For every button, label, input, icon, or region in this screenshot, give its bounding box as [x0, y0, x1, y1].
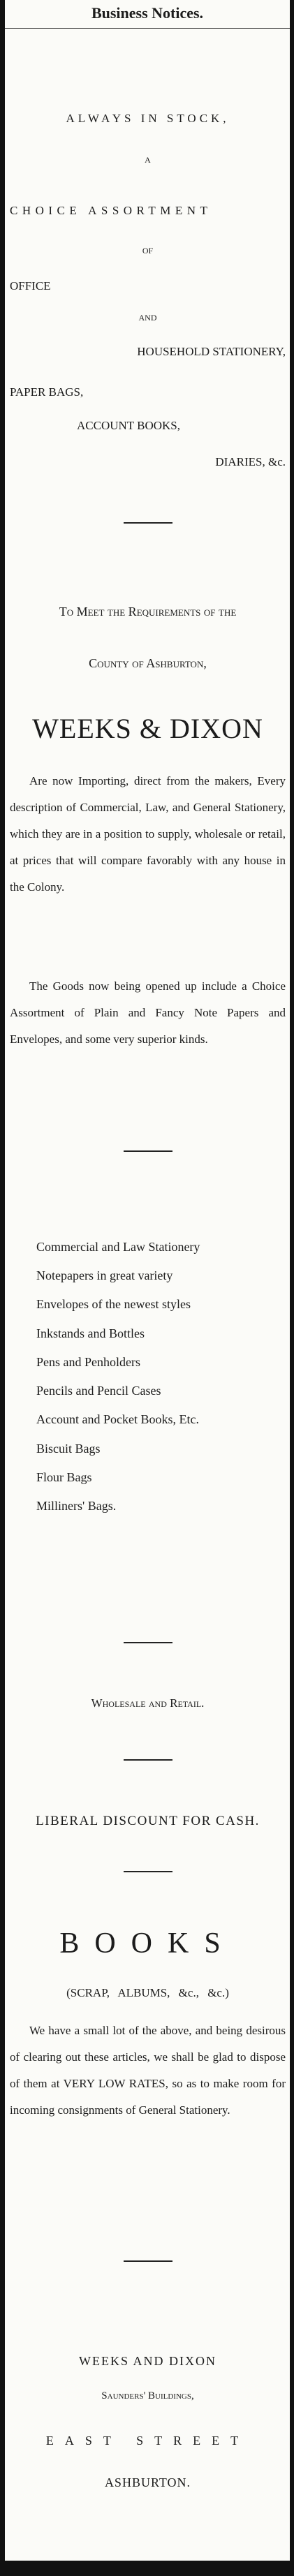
list-item: Flour Bags [36, 1470, 92, 1484]
list-item: Account and Pocket Books, Etc. [36, 1412, 199, 1426]
stock-line-6: AND [138, 313, 157, 323]
list-item: Biscuit Bags [36, 1442, 101, 1456]
list-item: Envelopes of the newest styles [36, 1297, 191, 1311]
divider-1 [124, 522, 172, 524]
divider-2 [124, 1150, 172, 1152]
stock-line-7: HOUSEHOLD STATIONERY, [137, 345, 286, 358]
footer-building: Saunders' Buildings, [101, 2390, 194, 2401]
books-title: BOOKS [59, 1927, 236, 1960]
firm-name: WEEKS & DIXON [32, 713, 263, 744]
bottom-border [0, 2561, 294, 2576]
list-item: Commercial and Law Stationery [36, 1240, 200, 1254]
goods-paragraph: The Goods now being opened up include a Choice Assortment of Plain and Fancy Note Papers and Envelopes, and some very superior kinds. [10, 979, 286, 1046]
stock-line-5: OFFICE [10, 279, 51, 293]
footer-street: EAST STREET [45, 2434, 250, 2448]
meet-line-2: County of Ashburton, [89, 656, 207, 670]
meet-line-1: To Meet the Requirements of the [59, 605, 237, 619]
stock-line-8: PAPER BAGS, [10, 385, 84, 399]
list-item: Pens and Penholders [36, 1355, 140, 1369]
stock-line-2: A [145, 155, 151, 165]
stock-line-10: DIARIES, &c. [215, 455, 286, 468]
wholesale-retail: Wholesale and Retail. [91, 1696, 205, 1710]
list-item: Milliners' Bags. [36, 1499, 117, 1513]
import-paragraph: Are now Importing, direct from the makers, Every description of Commercial, Law, and General Stationery, which they are in a position to supply, wholesale or retail, at prices that will compare favorably with any house in the Colony. [10, 774, 286, 894]
list-item: Notepapers in great variety [36, 1268, 173, 1282]
divider-5 [124, 1871, 172, 1872]
books-paragraph: We have a small lot of the above, and being desirous of clearing out these articles, we shall be glad to dispose of them at VERY LOW RATES, so as to make room for incoming consignments of General Stationery. [10, 2024, 286, 2117]
books-subtitle: (SCRAP, ALBUMS, &c., &c.) [66, 1986, 229, 1999]
stock-line-4: OF [142, 246, 154, 256]
header-rule [5, 28, 290, 29]
stock-line-9: ACCOUNT BOOKS, [77, 419, 180, 432]
right-border [290, 0, 294, 2576]
list-item: Inkstands and Bottles [36, 1326, 145, 1340]
stock-line-1: ALWAYS IN STOCK, [66, 112, 230, 125]
discount-notice: LIBERAL DISCOUNT FOR CASH. [36, 1814, 260, 1828]
divider-4 [124, 1759, 172, 1761]
footer-town: ASHBURTON. [104, 2475, 191, 2489]
footer-firm: WEEKS AND DIXON [79, 2354, 216, 2368]
left-border [0, 0, 5, 2576]
divider-3 [124, 1642, 172, 1643]
section-header: Business Notices. [91, 4, 204, 22]
stock-line-3: CHOICE ASSORTMENT [10, 204, 212, 217]
divider-6 [124, 2260, 172, 2262]
list-item: Pencils and Pencil Cases [36, 1384, 161, 1398]
